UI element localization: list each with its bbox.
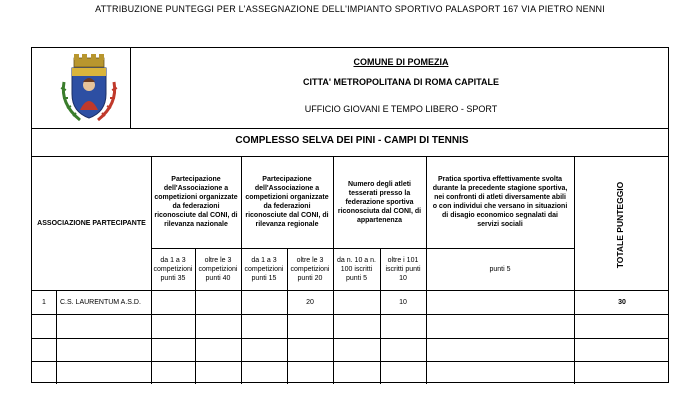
association-name	[56, 314, 151, 338]
facility-title: COMPLESSO SELVA DEI PINI - CAMPI DI TENNIS	[235, 135, 469, 146]
row-number	[32, 361, 56, 383]
score-cell	[241, 290, 287, 314]
total-score	[574, 338, 670, 361]
association-column-header: ASSOCIAZIONE PARTECIPANTE	[37, 219, 146, 227]
municipality-name: COMUNE DI POMEZIA	[353, 57, 449, 67]
total-score-header: TOTALE PUNTEGGIO	[615, 181, 625, 269]
score-cell	[151, 290, 195, 314]
criterion-athletes-header: Numero degli atleti tesserati presso la federazione sportiva riconosciuta dal CONI, di appartenenza	[337, 180, 422, 224]
row-number	[32, 338, 56, 361]
criterion-athletes-tier-2: oltre i 101 iscritti punti 10	[385, 256, 421, 282]
criterion-inclusion-header: Pratica sportiva effettivamente svolta durante la precedente stagione sportiva, nei confronti di atleti diversamente abili o con individui che versano in situazioni di disagio economico segnalati dai servizi sociali	[432, 176, 568, 228]
row-number: 1	[42, 298, 46, 306]
score-cell	[333, 290, 380, 314]
score-cell: 20	[306, 298, 314, 306]
association-name	[56, 338, 151, 361]
metro-city-name: CITTA' METROPOLITANA DI ROMA CAPITALE	[303, 77, 499, 87]
divider-line	[130, 48, 131, 128]
total-score	[574, 314, 670, 338]
score-cell	[426, 290, 574, 314]
score-cell: 10	[399, 298, 407, 306]
divider-line	[32, 128, 668, 129]
association-name	[56, 361, 151, 383]
criterion-regional-tier-1: da 1 a 3 competizioni punti 15	[244, 256, 284, 282]
criterion-inclusion-points: punti 5	[489, 265, 511, 273]
pomezia-coat-of-arms-icon	[50, 52, 128, 126]
criterion-regional-header: Partecipazione dell'Associazione a competizioni organizzate da federazioni riconosciute dal CONI, di rilevanza regionale	[245, 176, 329, 228]
criterion-national-header: Partecipazione dell'Associazione a competizioni organizzate da federazioni riconosciute dal CONI, di rilevanza nazionale	[154, 176, 238, 228]
association-name: C.S. LAURENTUM A.S.D.	[60, 298, 141, 306]
score-sheet	[31, 47, 669, 383]
criterion-regional-tier-2: oltre le 3 competizioni punti 20	[290, 256, 330, 282]
row-number	[32, 314, 56, 338]
criterion-athletes-tier-1: da n. 10 a n. 100 iscritti punti 5	[337, 256, 376, 282]
criterion-national-tier-2: oltre le 3 competizioni punti 40	[198, 256, 238, 282]
score-cell	[195, 290, 241, 314]
total-score: 30	[618, 298, 626, 306]
office-name: UFFICIO GIOVANI E TEMPO LIBERO - SPORT	[304, 104, 498, 114]
total-score	[574, 361, 670, 383]
page-title: ATTRIBUZIONE PUNTEGGI PER L'ASSEGNAZIONE DELL'IMPIANTO SPORTIVO PALASPORT 167 VIA PIETRO NENNI	[95, 4, 605, 14]
criterion-national-tier-1: da 1 a 3 competizioni punti 35	[153, 256, 193, 282]
